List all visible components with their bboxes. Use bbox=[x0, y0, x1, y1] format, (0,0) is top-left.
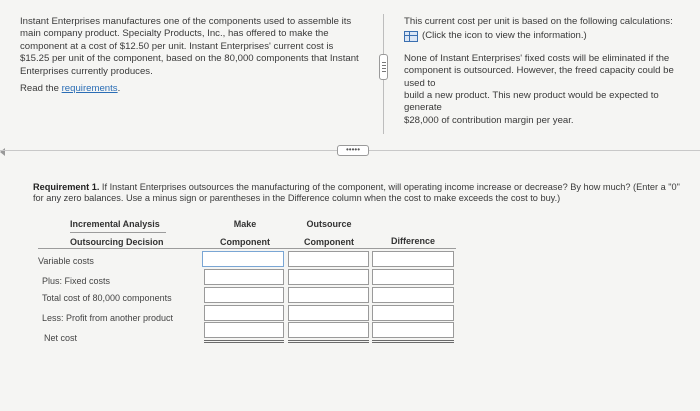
col-make-line2: Component bbox=[220, 237, 270, 247]
input-net-make[interactable] bbox=[204, 322, 284, 338]
read-requirements-line bbox=[20, 83, 370, 95]
input-variable-outsource[interactable] bbox=[288, 251, 369, 267]
input-profit-difference[interactable] bbox=[372, 305, 454, 321]
net-outsource-double-rule-2 bbox=[288, 342, 369, 343]
input-profit-make[interactable] bbox=[204, 305, 284, 321]
col-difference: Difference bbox=[390, 236, 435, 246]
requirement-label: Requirement 1. bbox=[33, 182, 100, 192]
net-difference-double-rule-2 bbox=[372, 342, 454, 343]
input-fixed-make[interactable] bbox=[204, 269, 284, 285]
problem-intro: Instant Enterprises manufactures one of the components used to assemble its main company product. Specialty Products, Inc., has offered to make the component at a cost of $12.50 per unit. Instant Enterprises' current cost is $15.25 per unit of the component, based on the 80,000 components that Instant Enterprises currently produces. bbox=[20, 16, 359, 77]
input-fixed-difference[interactable] bbox=[372, 269, 454, 285]
net-make-double-rule-2 bbox=[204, 342, 284, 343]
col-make-line1: Make bbox=[233, 219, 257, 229]
table-title-line2: Outsourcing Decision bbox=[70, 237, 164, 247]
side-info bbox=[404, 16, 694, 127]
input-total-difference[interactable] bbox=[372, 287, 454, 303]
input-net-difference[interactable] bbox=[372, 322, 454, 338]
table-title-line1: Incremental Analysis bbox=[70, 219, 160, 229]
input-total-make[interactable] bbox=[204, 287, 284, 303]
table-info-icon[interactable] bbox=[404, 31, 418, 42]
net-make-double-rule bbox=[204, 340, 284, 341]
row-label-variable-costs: Variable costs bbox=[38, 256, 94, 266]
input-variable-difference[interactable] bbox=[372, 251, 454, 267]
col-outsource-line2: Component bbox=[304, 237, 354, 247]
header-rule bbox=[38, 248, 456, 249]
info-icon-text: (Click the icon to view the information.) bbox=[422, 30, 587, 42]
row-label-net-cost: Net cost bbox=[44, 333, 78, 343]
requirement-1 bbox=[33, 182, 693, 205]
info-icon-row bbox=[404, 30, 694, 42]
problem-text bbox=[20, 16, 370, 95]
input-total-outsource[interactable] bbox=[288, 287, 369, 303]
fixed-costs-text: None of Instant Enterprises' fixed costs will be eliminated if the component is outsourced. However, the freed capacity could be used to build a new product. This new product would be expected to generate $28,000 of contribution margin per year. bbox=[404, 52, 674, 126]
title-underline bbox=[70, 232, 166, 233]
calc-text: This current cost per unit is based on the following calculations: bbox=[404, 16, 673, 27]
col-outsource-line1: Outsource bbox=[306, 219, 352, 229]
input-fixed-outsource[interactable] bbox=[288, 269, 369, 285]
read-prefix: Read the bbox=[20, 83, 62, 95]
read-suffix: . bbox=[117, 83, 121, 95]
requirement-text: If Instant Enterprises outsources the manufacturing of the component, will operating income increase or decrease? By how much? (Enter a "0" for any zero balances. Use a minus sign or parentheses in the Difference column when the cost to make exceeds the cost to buy.) bbox=[33, 182, 680, 204]
input-net-outsource[interactable] bbox=[288, 322, 369, 338]
input-profit-outsource[interactable] bbox=[288, 305, 369, 321]
input-variable-make[interactable] bbox=[202, 251, 284, 267]
row-label-total-cost: Total cost of 80,000 components bbox=[42, 293, 172, 303]
requirements-link[interactable]: requirements bbox=[61, 83, 118, 95]
expand-button[interactable]: ••••• bbox=[337, 145, 369, 156]
panel-resize-handle[interactable] bbox=[379, 54, 388, 80]
row-label-profit-other: Less: Profit from another product bbox=[42, 313, 174, 323]
net-outsource-double-rule bbox=[288, 340, 369, 341]
row-label-fixed-costs: Plus: Fixed costs bbox=[42, 276, 111, 286]
net-difference-double-rule bbox=[372, 340, 454, 341]
